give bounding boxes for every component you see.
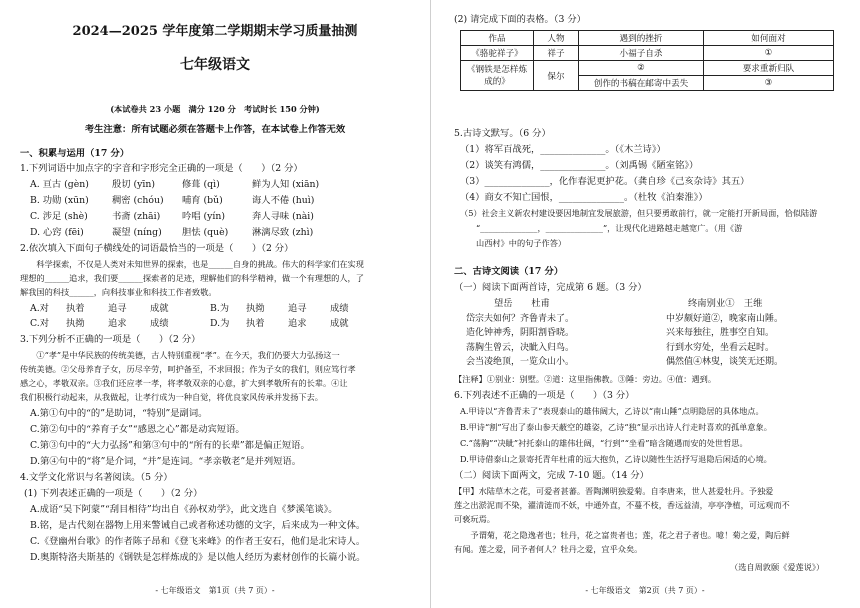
q5-line: （2）谈笑有鸿儒，______________。（刘禹锡《陋室铭》） — [460, 160, 699, 171]
passage-line: 可亵玩焉。 — [454, 514, 495, 524]
q6-option-d: D.甲诗借泰山之景寄托青年杜甫的远大抱负，乙诗以随性生活抒写退隐后闲适的心境。 — [460, 454, 772, 464]
poem-1-title: 望岳 杜甫 — [494, 298, 550, 309]
section-1-heading: 一、积累与运用（17 分） — [20, 148, 130, 159]
table-row — [461, 46, 834, 61]
q3-passage-line: ①“孝”是中华民族的传统美德，古人特别重视“孝”。在今天，我们仍要大力弘扬这一 — [20, 350, 340, 360]
page-footer: - 七年级语文 第2页（共 7 页）- — [585, 586, 705, 595]
poem-2-body — [666, 312, 783, 369]
q3-passage-line: 感之心，孝敬双亲。③我们还应孝一孝，将孝敬双亲的心意，扩大到孝敬所有的长辈。④让 — [20, 378, 348, 388]
novel-table — [460, 30, 834, 91]
q3-passage-line: 我们积极行动起来，从我做起，让孝行成为一种自觉，将优良家风传承并发扬下去。 — [20, 392, 323, 402]
passage-line: 有闻。莲之爱，同予者何人？牡丹之爱，宜乎众矣。 — [454, 544, 643, 554]
q2-passage-line: 科学探索，不仅是人类对未知世界的探索，也是______自身的挑战。伟大的科学家们在实现 — [20, 259, 364, 269]
q3-option-c: C.第③句中的“大力弘扬”和第③句中的“所有的长辈”都是偏正短语。 — [30, 440, 310, 451]
exam-page-2 — [430, 0, 860, 608]
table-cell: ③ — [704, 76, 834, 91]
table-cell: 要求重新归队 — [704, 61, 834, 76]
q5-line: （3）______________，化作春泥更护花。（龚自珍《己亥杂诗》其五） — [460, 176, 750, 187]
poem-line: 偶然值④林叟，谈笑无还期。 — [666, 356, 784, 367]
poem-line: 中岁颇好道②，晚家南山陲。 — [666, 314, 784, 324]
poem-line: 行到水穷处，坐看云起时。 — [666, 342, 775, 353]
passage-line: 莲之出淤泥而不染，濯清涟而不妖，中通外直，不蔓不枝，香远益清，亭亭净植，可远观而不 — [454, 500, 790, 510]
q1-option-b: B. 功勋 (xūn) 稠密 (chóu) 哺育 (bǔ) 诲人不倦 (huì) — [30, 195, 315, 206]
exam-info: (本试卷共 23 小题 满分 120 分 考试时长 150 分钟) — [110, 104, 320, 114]
exam-notice: 考生注意：所有试题必须在答题卡上作答，在本试卷上作答无效 — [84, 124, 346, 135]
question-3: 3.下列分析不正确的一项是（ ）（2 分） — [20, 334, 201, 345]
q2-passage-line: 解我国的科技______，向科技事业和科技工作者致敬。 — [20, 287, 217, 297]
q6-option-a: A.甲诗以“齐鲁青未了”表现泰山的雄伟阔大，乙诗以“南山陲”点明隐居的具体地点。 — [460, 406, 764, 416]
q5-line: （5）社会主义新农村建设要因地制宜发展旅游，但只要勇敢前行，就一定能打开新局面，恰似陆游 — [460, 208, 818, 218]
question-4-2: (2) 请完成下面的表格。（3 分） — [454, 14, 586, 25]
q4-option-a: A.成语“吴下阿蒙”“刮目相待”均出自《孙权劝学》，此文选自《梦溪笔谈》。 — [30, 504, 338, 515]
question-2: 2.依次填入下面句子横线处的词语最恰当的一项是（ ）（2 分） — [20, 243, 294, 254]
q5-line: 山西村》中的句子作答） — [476, 238, 567, 248]
q4-option-c: C.《登幽州台歌》的作者陈子昂和《登飞来峰》的作者王安石，他们是北宋诗人。 — [30, 536, 366, 547]
poem-notes: 【注释】①别业：别墅。②道：这里指佛教。③陲：旁边。④值：遇到。 — [454, 374, 717, 384]
poem-2-title: 终南别业① 王维 — [688, 298, 763, 309]
table-header-cell: 如何面对 — [704, 31, 834, 46]
table-header-cell: 作品 — [461, 31, 534, 46]
q2-passage-line: 理想的______追求，我们要______探索者的足迹，理解他们的科学精神，做一个有理想的人，了 — [20, 273, 364, 283]
q5-line: “______________，______________”，让现代化进路越走越宽广。（用《游 — [476, 223, 743, 233]
q1-option-c: C. 涉足 (shè) 书斋 (zhāi) 吟唱 (yín) 奔人寻味 (nài) — [30, 211, 314, 222]
q3-option-b: C.第②句中的“养育子女”“感恩之心”都是动宾短语。 — [30, 424, 245, 435]
question-4-1: (1) 下列表述正确的一项是（ ）（2 分） — [24, 488, 203, 499]
table-cell: ① — [704, 46, 834, 61]
exam-subtitle: 七年级语文 — [180, 57, 250, 73]
q1-option-d: D. 心窍 (fēi) 凝望 (níng) 胆怯 (què) 淋漓尽致 (zhì) — [30, 227, 314, 238]
page-footer: - 七年级语文 第1页（共 7 页）- — [155, 586, 275, 595]
q3-option-d: D.第④句中的“将”是介词，“并”是连词。“孝亲敬老”是并列短语。 — [30, 456, 302, 467]
q2-options-row: A.对 执着 追寻 成就 B.为 执拗 追寻 成绩 — [30, 303, 349, 314]
poem-1-body — [466, 312, 574, 369]
q2-options-row: C.对 执拗 追求 成绩 D.为 执着 追求 成就 — [30, 318, 349, 329]
poem-line: 岱宗夫如何？齐鲁青未了。 — [466, 314, 575, 324]
section-2-heading: 二、古诗文阅读（17 分） — [454, 266, 564, 277]
table-cell: 《骆驼祥子》 — [461, 46, 534, 61]
q6-option-b: B.甲诗“割”写出了泰山参天蔽空的雄姿，乙诗“独”显示出诗人行走时喜欢的孤单意象。 — [460, 422, 772, 432]
passage-line: 【甲】水陆草木之花，可爱者甚蕃。晋陶渊明独爱菊。自李唐来，世人甚爱牡丹。予独爱 — [454, 486, 774, 496]
part-1-heading: （一）阅读下面两首诗，完成第 6 题。（3 分） — [454, 282, 647, 293]
table-cell: 《钢铁是怎样炼成的》 — [461, 61, 534, 91]
table-row — [461, 61, 834, 76]
q3-passage-line: 传统美德。②父母养育子女，历尽辛劳，呵护备至，不求回报；作为子女的我们，则应笃行孝 — [20, 364, 356, 374]
table-header-cell: 人物 — [534, 31, 579, 46]
poem-line: 荡胸生曾云，决眦入归鸟。 — [466, 342, 575, 353]
poem-line: 兴来每独往，胜事空自知。 — [666, 328, 775, 339]
q3-option-a: A.第①句中的“的”是助词，“特别”是副词。 — [30, 408, 208, 419]
poem-line: 造化钟神秀，阴阳割昏晓。 — [466, 328, 575, 339]
question-4: 4.文学文化常识与名著阅读。（5 分） — [20, 472, 173, 483]
question-5: 5.古诗文默写。（6 分） — [454, 128, 551, 139]
poem-line: 会当凌绝顶，一览众山小。 — [466, 356, 575, 367]
exam-title: 2024—2025 学年度第二学期期末学习质量抽测 — [72, 24, 358, 39]
table-cell: ② — [579, 61, 704, 76]
passage-source: （选自周敦颐《爱莲说》） — [730, 562, 825, 572]
q5-line: （1）将军百战死，______________。（《木兰诗》） — [460, 144, 666, 155]
question-6: 6.下列表述不正确的一项是（ ）（3 分） — [454, 390, 635, 401]
table-header-row — [461, 31, 834, 46]
table-cell: 祥子 — [534, 46, 579, 61]
table-cell: 创作的书稿在邮寄中丢失 — [579, 76, 704, 91]
table-cell: 保尔 — [534, 61, 579, 91]
part-2-heading: （二）阅读下面两文，完成 7-10 题。（14 分） — [454, 470, 649, 481]
passage-line: 予谓菊，花之隐逸者也；牡丹，花之富贵者也；莲，花之君子者也。噫！菊之爱，陶后鲜 — [454, 530, 790, 540]
table-header-cell: 遇到的挫折 — [579, 31, 704, 46]
q5-line: （4）商女不知亡国恨，______________。（杜牧《泊秦淮》） — [460, 192, 708, 203]
question-1: 1.下列词语中加点字的字音和字形完全正确的一项是（ ）（2 分） — [20, 163, 303, 174]
q6-option-c: C.“荡胸”“决眦”衬托泰山的雄伟壮阔，“行到”“坐看”暗含随遇而安的处世哲思。 — [460, 438, 748, 448]
q4-option-d: D.奥斯特洛夫斯基的《钢铁是怎样炼成的》是以他人经历为素材创作的长篇小说。 — [30, 552, 366, 563]
q4-option-b: B.铭，是古代刻在器物上用来警诫自己或者称述功德的文字，后来成为一种文体。 — [30, 520, 366, 531]
table-cell: 小福子自杀 — [579, 46, 704, 61]
q1-option-a: A. 亘古 (gèn) 殷切 (yīn) 修葺 (qì) 鲜为人知 (xiān) — [30, 179, 320, 190]
